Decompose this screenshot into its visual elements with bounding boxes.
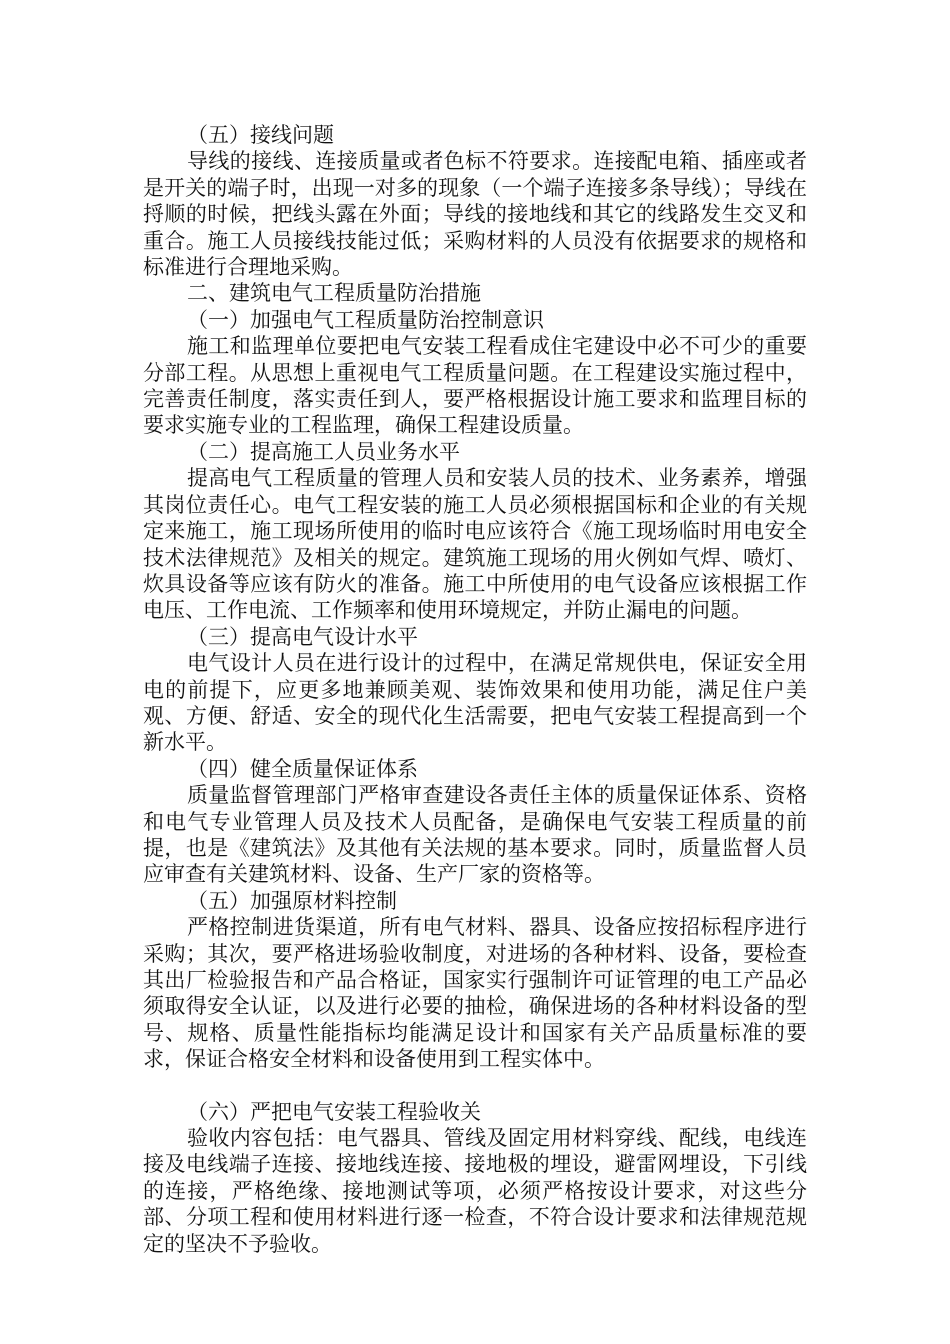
section-heading-quality-system: （四）健全质量保证体系: [187, 756, 418, 781]
section-heading-control-awareness: （一）加强电气工程质量防治控制意识: [187, 307, 544, 332]
section-heading-material-control: （五）加强原材料控制: [187, 888, 397, 913]
section-heading-design-level: （三）提高电气设计水平: [187, 624, 418, 649]
section-heading-wiring-issues: （五）接线问题: [187, 123, 334, 147]
paragraph-quality-system: 质量监督管理部门严格审查建设各责任主体的质量保证体系、资格和电气专业管理人员及技术人员配备，是确保电气安装工程质量的前提，也是《建筑法》及其他有关法规的基本要求。同时，质量监督人员应审查有关建筑材料、设备、生产厂家的资格等。: [143, 783, 807, 887]
paragraph-wiring-issues: 导线的接线、连接质量或者色标不符要求。连接配电箱、插座或者是开关的端子时，出现一对多的现象（一个端子连接多条导线）；导线在捋顺的时候，把线头露在外面；导线的接地线和其它的线路发生交叉和重合。施工人员接线技能过低；采购材料的人员没有依据要求的规格和标准进行合理地采购。: [143, 149, 807, 280]
chapter-heading-prevention-measures: 二、建筑电气工程质量防治措施: [187, 281, 481, 306]
section-heading-staff-skill: （二）提高施工人员业务水平: [187, 439, 460, 464]
paragraph-design-level: 电气设计人员在进行设计的过程中，在满足常规供电，保证安全用电的前提下，应更多地兼顾美观、装饰效果和使用功能，满足住户美观、方便、舒适、安全的现代化生活需要，把电气安装工程提高到一个新水平。: [143, 651, 807, 755]
paragraph-acceptance: 验收内容包括：电气器具、管线及固定用材料穿线、配线，电线连接及电线端子连接、接地线连接、接地极的埋设，避雷网埋设，下引线的连接，严格绝缘、接地测试等项，必须严格按设计要求，对这些分部、分项工程和使用材料进行逐一检查，不符合设计要求和法律规范规定的坚决不予验收。: [143, 1126, 807, 1256]
section-heading-acceptance: （六）严把电气安装工程验收关: [187, 1099, 481, 1124]
document-body: [143, 122, 807, 1257]
paragraph-material-control: 严格控制进货渠道，所有电气材料、器具、设备应按招标程序进行采购；其次，要严格进场验收制度，对进场的各种材料、设备，要检查其出厂检验报告和产品合格证，国家实行强制许可证管理的电工产品必须取得安全认证，以及进行必要的抽检，确保进场的各种材料设备的型号、规格、质量性能指标均能满足设计和国家有关产品质量标准的要求，保证合格安全材料和设备使用到工程实体中。: [143, 915, 807, 1072]
paragraph-staff-skill: 提高电气工程质量的管理人员和安装人员的技术、业务素养，增强其岗位责任心。电气工程安装的施工人员必须根据国标和企业的有关规定来施工，施工现场所使用的临时电应该符合《施工现场临时用电安全技术法律规范》及相关的规定。建筑施工现场的用火例如气焊、喷灯、炊具设备等应该有防火的准备。施工中所使用的电气设备应该根据工作电压、工作电流、工作频率和使用环境规定，并防止漏电的问题。: [143, 466, 807, 623]
blank-line: [143, 1073, 807, 1099]
paragraph-control-awareness: 施工和监理单位要把电气安装工程看成住宅建设中必不可少的重要分部工程。从思想上重视电气工程质量问题。在工程建设实施过程中，完善责任制度，落实责任到人，要严格根据设计施工要求和监理目标的要求实施专业的工程监理，确保工程建设质量。: [143, 334, 807, 438]
